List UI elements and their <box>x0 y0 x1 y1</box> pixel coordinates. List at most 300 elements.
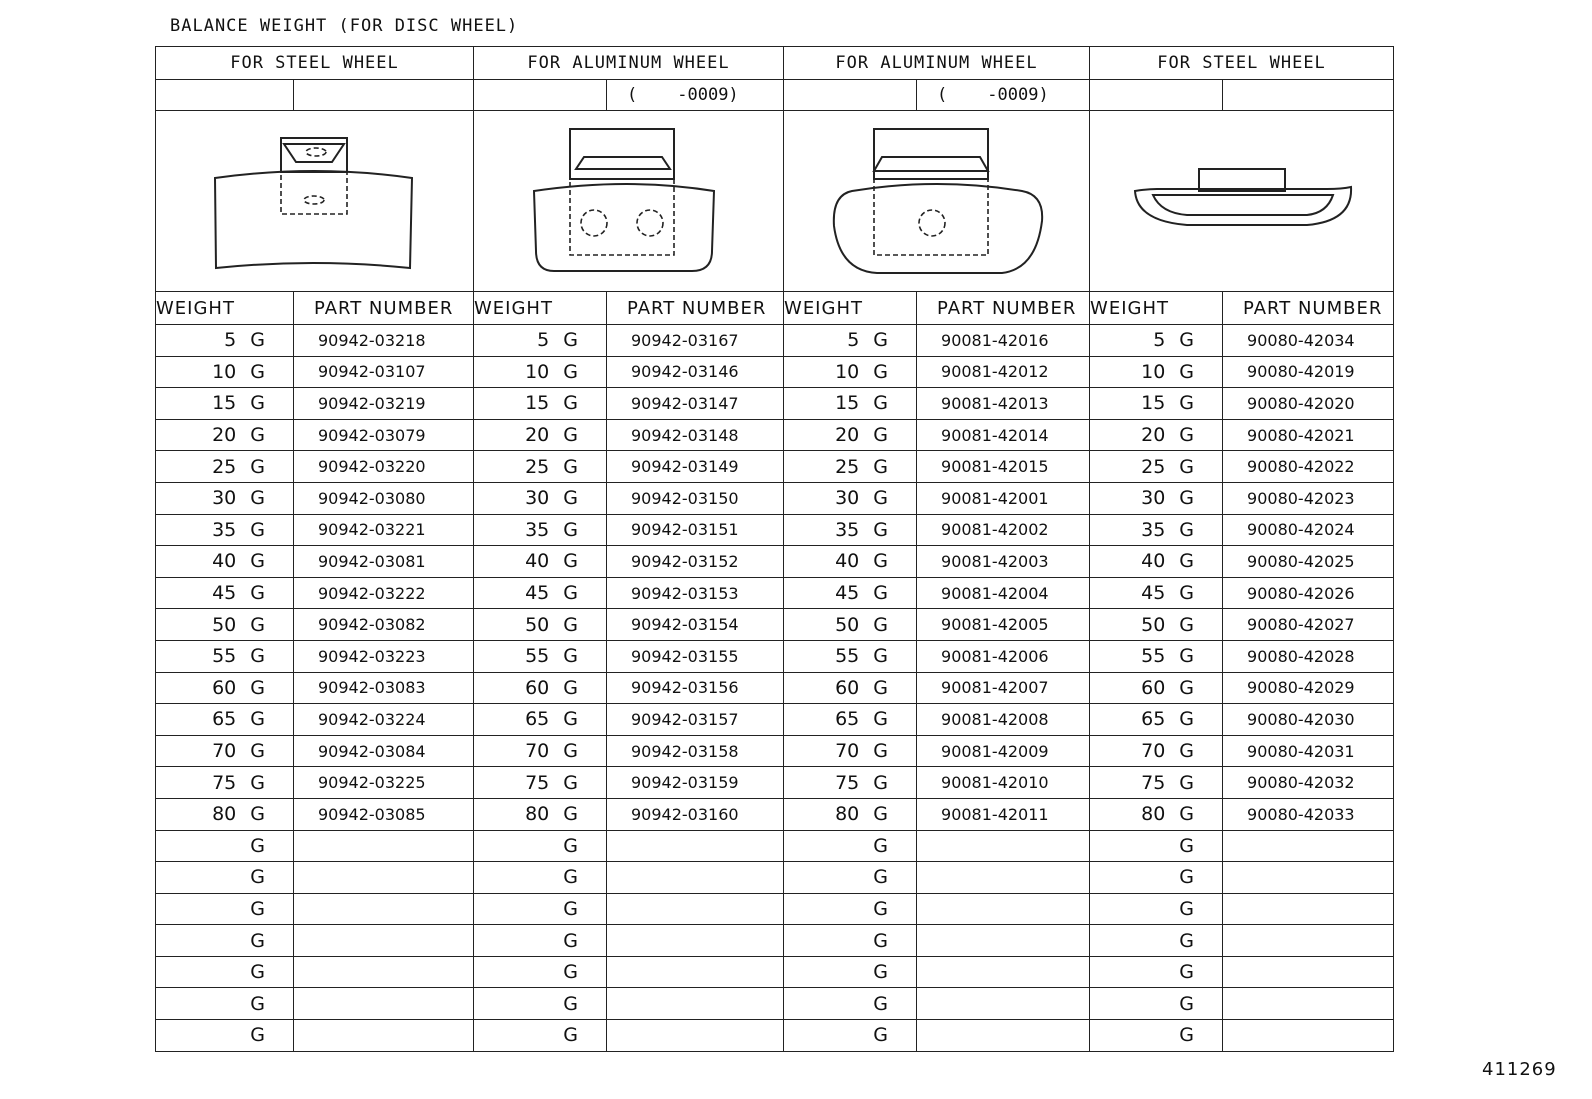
weight-value: 45 <box>1141 582 1166 605</box>
weight-unit: G <box>250 487 265 510</box>
weight-unit: G <box>873 866 889 889</box>
weight-cell <box>1090 767 1223 799</box>
weight-cell <box>156 388 294 420</box>
weight-cell <box>784 609 917 641</box>
part-number-cell: 90080-42032 <box>1223 767 1394 799</box>
col-weight: WEIGHT <box>474 292 607 325</box>
part-number-cell: 90942-03148 <box>607 419 784 451</box>
weight-cell <box>156 798 294 830</box>
part-number-cell: 90080-42031 <box>1223 735 1394 767</box>
steel-adhesive-weight-icon <box>1127 141 1357 261</box>
weight-unit: G <box>250 645 265 668</box>
part-number-cell: 90081-42006 <box>917 640 1090 672</box>
table-body <box>156 325 1394 1052</box>
part-number-cell: 90080-42030 <box>1223 704 1394 736</box>
weight-cell <box>156 577 294 609</box>
weight-cell <box>474 704 607 736</box>
part-number-cell: 90942-03079 <box>294 419 474 451</box>
part-number-cell: 90942-03157 <box>607 704 784 736</box>
col-weight: WEIGHT <box>156 292 294 325</box>
weight-cell <box>474 767 607 799</box>
table-row <box>156 482 1394 514</box>
weight-cell <box>784 767 917 799</box>
weight-cell <box>156 767 294 799</box>
weight-value: 40 <box>1141 550 1166 573</box>
table-row <box>156 388 1394 420</box>
weight-value: 15 <box>212 392 237 415</box>
part-number-cell: 90942-03224 <box>294 704 474 736</box>
weight-unit: G <box>1179 392 1195 415</box>
weight-unit: G <box>1179 740 1195 763</box>
part-number-cell: 90081-42016 <box>917 325 1090 357</box>
weight-cell <box>156 482 294 514</box>
weight-unit: G <box>250 834 265 857</box>
weight-unit: G <box>1179 803 1195 826</box>
col-part-number: PART NUMBER <box>1223 292 1394 325</box>
weight-cell <box>156 325 294 357</box>
weight-cell <box>784 830 917 862</box>
part-number-cell: 90081-42003 <box>917 546 1090 578</box>
weight-value: 45 <box>212 582 237 605</box>
part-number-cell: 90942-03150 <box>607 482 784 514</box>
weight-value: 65 <box>525 708 550 731</box>
weight-unit: G <box>873 929 889 952</box>
weight-cell <box>1090 577 1223 609</box>
part-number-cell <box>917 925 1090 957</box>
weight-value: 35 <box>1141 518 1166 541</box>
part-number-cell <box>607 988 784 1020</box>
weight-unit: G <box>250 392 265 415</box>
weight-cell <box>784 798 917 830</box>
weight-value: 80 <box>525 803 550 826</box>
sub-cell <box>474 80 607 111</box>
table-row <box>156 735 1394 767</box>
part-number-cell: 90080-42033 <box>1223 798 1394 830</box>
weight-cell <box>474 830 607 862</box>
weight-cell <box>784 862 917 894</box>
part-number-cell: 90081-42015 <box>917 451 1090 483</box>
weight-cell <box>156 419 294 451</box>
weight-value: 35 <box>525 518 550 541</box>
weight-value: 55 <box>525 645 550 668</box>
part-number-cell <box>607 925 784 957</box>
weight-cell <box>474 482 607 514</box>
weight-value: 20 <box>1141 424 1166 447</box>
weight-unit: G <box>250 929 265 952</box>
part-number-cell <box>1223 956 1394 988</box>
weight-unit: G <box>873 518 889 541</box>
weight-unit: G <box>873 487 889 510</box>
weight-cell <box>784 704 917 736</box>
weight-unit: G <box>1179 645 1195 668</box>
part-number-cell <box>607 893 784 925</box>
weight-cell <box>1090 798 1223 830</box>
weight-unit: G <box>563 708 578 731</box>
part-number-cell: 90942-03107 <box>294 356 474 388</box>
weight-value: 70 <box>1141 740 1166 763</box>
weight-unit: G <box>1179 961 1195 984</box>
part-number-cell <box>294 925 474 957</box>
weight-value: 50 <box>1141 613 1166 636</box>
weight-value: 5 <box>847 329 860 352</box>
drawing-cell-1 <box>156 111 474 292</box>
part-number-cell: 90081-42008 <box>917 704 1090 736</box>
weight-value: 15 <box>835 392 860 415</box>
part-number-cell: 90942-03080 <box>294 482 474 514</box>
weight-unit: G <box>563 550 578 573</box>
sub-cell-range <box>294 80 474 111</box>
weight-unit: G <box>563 329 578 352</box>
range-open: ( <box>627 85 638 105</box>
weight-value: 65 <box>212 708 237 731</box>
weight-value: 55 <box>1141 645 1166 668</box>
weight-unit: G <box>563 360 578 383</box>
part-number-cell <box>294 1020 474 1052</box>
weight-unit: G <box>1179 329 1195 352</box>
sub-cell-range <box>917 80 1090 111</box>
weight-unit: G <box>563 771 578 794</box>
weight-unit: G <box>563 1024 578 1047</box>
weight-cell <box>784 546 917 578</box>
part-number-cell <box>1223 862 1394 894</box>
weight-cell <box>474 925 607 957</box>
col-weight: WEIGHT <box>1090 292 1223 325</box>
weight-cell <box>474 514 607 546</box>
part-number-cell: 90942-03152 <box>607 546 784 578</box>
weight-value: 45 <box>835 582 860 605</box>
weight-value: 5 <box>537 329 550 352</box>
table-row <box>156 988 1394 1020</box>
weight-cell <box>156 546 294 578</box>
col-part-number: PART NUMBER <box>607 292 784 325</box>
weight-unit: G <box>1179 613 1195 636</box>
weight-cell <box>784 1020 917 1052</box>
weight-value: 50 <box>525 613 550 636</box>
part-number-cell: 90942-03218 <box>294 325 474 357</box>
sub-cell <box>156 80 294 111</box>
weight-cell <box>156 451 294 483</box>
part-number-cell <box>607 956 784 988</box>
part-number-cell <box>917 862 1090 894</box>
weight-cell <box>1090 640 1223 672</box>
balance-weight-table <box>155 46 1394 1052</box>
weight-cell <box>1090 419 1223 451</box>
weight-value: 75 <box>212 771 237 794</box>
weight-cell <box>156 893 294 925</box>
table-row <box>156 451 1394 483</box>
weight-unit: G <box>250 550 265 573</box>
table-row <box>156 325 1394 357</box>
weight-cell <box>784 356 917 388</box>
weight-value: 65 <box>835 708 860 731</box>
part-number-cell: 90081-42009 <box>917 735 1090 767</box>
table-row <box>156 419 1394 451</box>
weight-unit: G <box>563 455 578 478</box>
weight-unit: G <box>873 455 889 478</box>
weight-cell <box>1090 388 1223 420</box>
part-number-cell: 90942-03219 <box>294 388 474 420</box>
part-number-cell: 90942-03158 <box>607 735 784 767</box>
weight-unit: G <box>250 866 265 889</box>
weight-unit: G <box>563 424 578 447</box>
part-number-cell: 90080-42034 <box>1223 325 1394 357</box>
weight-unit: G <box>250 961 265 984</box>
weight-unit: G <box>873 676 889 699</box>
part-number-cell <box>917 956 1090 988</box>
weight-value: 25 <box>212 455 237 478</box>
weight-value: 40 <box>212 550 237 573</box>
weight-unit: G <box>250 360 265 383</box>
weight-value: 40 <box>835 550 860 573</box>
weight-unit: G <box>873 392 889 415</box>
weight-cell <box>474 798 607 830</box>
weight-value: 15 <box>1141 392 1166 415</box>
weight-unit: G <box>1179 487 1195 510</box>
weight-value: 45 <box>525 582 550 605</box>
part-number-cell: 90942-03154 <box>607 609 784 641</box>
part-number-cell: 90080-42029 <box>1223 672 1394 704</box>
weight-cell <box>156 640 294 672</box>
weight-value: 10 <box>1141 360 1166 383</box>
sub-cell <box>784 80 917 111</box>
part-number-cell: 90942-03221 <box>294 514 474 546</box>
weight-unit: G <box>250 613 265 636</box>
weight-cell <box>784 988 917 1020</box>
weight-value: 5 <box>224 329 237 352</box>
weight-unit: G <box>250 771 265 794</box>
part-number-cell: 90081-42010 <box>917 767 1090 799</box>
part-number-cell <box>917 830 1090 862</box>
weight-unit: G <box>563 645 578 668</box>
weight-unit: G <box>563 518 578 541</box>
table-row <box>156 798 1394 830</box>
weight-unit: G <box>873 360 889 383</box>
weight-cell <box>784 956 917 988</box>
weight-value: 55 <box>212 645 237 668</box>
part-number-cell: 90081-42007 <box>917 672 1090 704</box>
part-number-cell: 90942-03084 <box>294 735 474 767</box>
part-number-cell: 90081-42004 <box>917 577 1090 609</box>
part-number-cell <box>917 893 1090 925</box>
range-close: -0009) <box>987 85 1049 105</box>
part-number-cell: 90081-42014 <box>917 419 1090 451</box>
weight-cell <box>1090 735 1223 767</box>
part-number-cell: 90942-03146 <box>607 356 784 388</box>
part-number-cell: 90080-42027 <box>1223 609 1394 641</box>
part-number-cell <box>294 893 474 925</box>
weight-value: 70 <box>835 740 860 763</box>
part-number-cell: 90080-42025 <box>1223 546 1394 578</box>
col-part-number: PART NUMBER <box>294 292 474 325</box>
weight-unit: G <box>563 961 578 984</box>
weight-unit: G <box>563 613 578 636</box>
weight-value: 30 <box>1141 487 1166 510</box>
part-number-cell: 90942-03083 <box>294 672 474 704</box>
weight-unit: G <box>873 582 889 605</box>
sub-cell-range <box>607 80 784 111</box>
weight-cell <box>1090 956 1223 988</box>
weight-unit: G <box>873 550 889 573</box>
table-row <box>156 767 1394 799</box>
weight-cell <box>784 735 917 767</box>
weight-unit: G <box>1179 1024 1195 1047</box>
table-row <box>156 640 1394 672</box>
weight-value: 25 <box>525 455 550 478</box>
part-number-cell: 90081-42012 <box>917 356 1090 388</box>
part-number-cell: 90081-42013 <box>917 388 1090 420</box>
part-number-cell: 90081-42002 <box>917 514 1090 546</box>
weight-cell <box>784 325 917 357</box>
table-row <box>156 830 1394 862</box>
part-number-cell: 90942-03159 <box>607 767 784 799</box>
weight-unit: G <box>563 582 578 605</box>
weight-value: 20 <box>212 424 237 447</box>
weight-cell <box>1090 925 1223 957</box>
weight-unit: G <box>873 708 889 731</box>
weight-value: 75 <box>525 771 550 794</box>
part-number-cell: 90080-42023 <box>1223 482 1394 514</box>
part-number-cell <box>917 988 1090 1020</box>
weight-unit: G <box>563 929 578 952</box>
weight-unit: G <box>873 424 889 447</box>
sub-cell-range <box>1223 80 1394 111</box>
weight-unit: G <box>563 866 578 889</box>
col-part-number: PART NUMBER <box>917 292 1090 325</box>
weight-cell <box>474 419 607 451</box>
weight-unit: G <box>250 455 265 478</box>
weight-cell <box>784 419 917 451</box>
weight-cell <box>784 640 917 672</box>
weight-value: 65 <box>1141 708 1166 731</box>
part-number-cell <box>1223 830 1394 862</box>
table-row <box>156 546 1394 578</box>
table-row <box>156 925 1394 957</box>
weight-cell <box>474 640 607 672</box>
table-row <box>156 356 1394 388</box>
page-title: BALANCE WEIGHT (FOR DISC WHEEL) <box>170 16 519 36</box>
part-number-cell <box>294 830 474 862</box>
part-number-cell: 90942-03081 <box>294 546 474 578</box>
part-number-cell <box>1223 988 1394 1020</box>
weight-cell <box>474 735 607 767</box>
weight-value: 20 <box>835 424 860 447</box>
weight-value: 10 <box>835 360 860 383</box>
weight-unit: G <box>563 392 578 415</box>
weight-unit: G <box>1179 866 1195 889</box>
weight-value: 15 <box>525 392 550 415</box>
weight-unit: G <box>1179 424 1195 447</box>
weight-unit: G <box>563 676 578 699</box>
weight-unit: G <box>873 771 889 794</box>
weight-value: 80 <box>212 803 237 826</box>
weight-value: 70 <box>525 740 550 763</box>
weight-cell <box>784 672 917 704</box>
part-number-cell: 90942-03153 <box>607 577 784 609</box>
part-number-cell: 90942-03156 <box>607 672 784 704</box>
weight-cell <box>1090 609 1223 641</box>
table-row <box>156 862 1394 894</box>
group-header-4: FOR STEEL WHEEL <box>1090 47 1394 80</box>
range-close: -0009) <box>677 85 739 105</box>
part-number-cell: 90942-03223 <box>294 640 474 672</box>
weight-value: 30 <box>835 487 860 510</box>
part-number-cell <box>294 988 474 1020</box>
weight-cell <box>1090 862 1223 894</box>
group-header-3: FOR ALUMINUM WHEEL <box>784 47 1090 80</box>
weight-cell <box>156 862 294 894</box>
part-number-cell: 90080-42022 <box>1223 451 1394 483</box>
weight-unit: G <box>250 676 265 699</box>
weight-value: 60 <box>525 676 550 699</box>
weight-unit: G <box>873 329 889 352</box>
weight-cell <box>474 893 607 925</box>
weight-cell <box>474 356 607 388</box>
weight-cell <box>1090 325 1223 357</box>
drawing-code: 411269 <box>1482 1059 1557 1080</box>
part-number-cell: 90080-42028 <box>1223 640 1394 672</box>
weight-value: 10 <box>525 360 550 383</box>
part-number-cell: 90942-03082 <box>294 609 474 641</box>
part-number-cell: 90942-03222 <box>294 577 474 609</box>
weight-cell <box>1090 893 1223 925</box>
weight-cell <box>474 862 607 894</box>
aluminum-clip-weight-icon <box>514 121 744 281</box>
drawing-cell-4 <box>1090 111 1394 292</box>
table-row <box>156 1020 1394 1052</box>
weight-cell <box>156 956 294 988</box>
weight-cell <box>156 514 294 546</box>
weight-cell <box>156 356 294 388</box>
weight-value: 70 <box>212 740 237 763</box>
weight-cell <box>474 451 607 483</box>
weight-unit: G <box>873 803 889 826</box>
col-weight: WEIGHT <box>784 292 917 325</box>
weight-cell <box>474 577 607 609</box>
part-number-cell <box>1223 925 1394 957</box>
part-number-cell <box>294 956 474 988</box>
weight-value: 50 <box>212 613 237 636</box>
weight-value: 60 <box>835 676 860 699</box>
weight-value: 30 <box>525 487 550 510</box>
weight-cell <box>474 609 607 641</box>
table-row <box>156 704 1394 736</box>
weight-value: 35 <box>212 518 237 541</box>
weight-unit: G <box>563 740 578 763</box>
range-open: ( <box>937 85 948 105</box>
weight-unit: G <box>250 518 265 541</box>
weight-cell <box>474 325 607 357</box>
part-number-cell: 90942-03149 <box>607 451 784 483</box>
weight-cell <box>156 988 294 1020</box>
part-number-cell: 90080-42019 <box>1223 356 1394 388</box>
table-row <box>156 893 1394 925</box>
weight-cell <box>156 609 294 641</box>
weight-cell <box>784 388 917 420</box>
weight-cell <box>156 704 294 736</box>
weight-unit: G <box>1179 582 1195 605</box>
part-number-cell: 90081-42001 <box>917 482 1090 514</box>
table-row <box>156 609 1394 641</box>
weight-unit: G <box>1179 771 1195 794</box>
part-number-cell: 90942-03220 <box>294 451 474 483</box>
part-number-cell: 90080-42024 <box>1223 514 1394 546</box>
weight-unit: G <box>1179 929 1195 952</box>
weight-cell <box>156 672 294 704</box>
part-number-cell: 90080-42021 <box>1223 419 1394 451</box>
weight-value: 60 <box>1141 676 1166 699</box>
part-number-cell <box>1223 893 1394 925</box>
weight-cell <box>1090 830 1223 862</box>
